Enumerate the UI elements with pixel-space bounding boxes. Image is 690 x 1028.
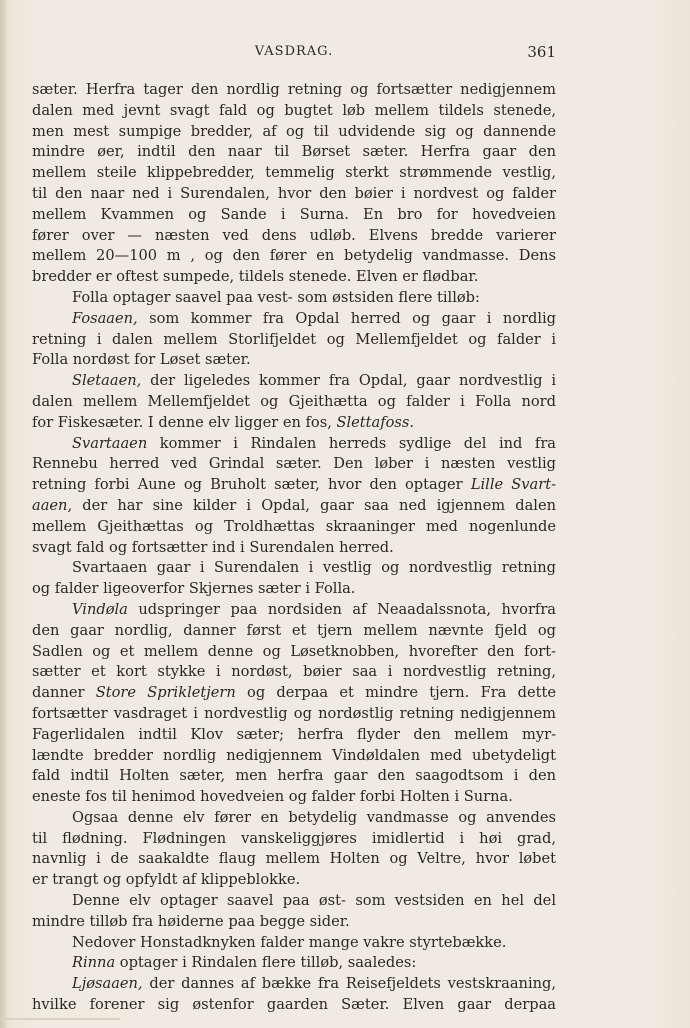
text-run: der ligeledes kommer fra Opdal, gaar nordvestlig i [141, 372, 556, 390]
body-text [32, 80, 556, 1016]
text-line: fald indtil Holten sæter, men herfra gaar den saagodtsom i den [32, 767, 556, 785]
text-line: mindre tilløb fra høiderne paa begge sider. [32, 912, 350, 930]
text-line: Folla optager saavel paa vest- som østsiden flere tilløb: [72, 288, 480, 306]
paragraph [32, 891, 556, 933]
river-name: Fosaaen, [72, 309, 138, 327]
paragraph [32, 288, 556, 309]
text-run: optager i Rindalen flere tilløb, saaledes: [115, 954, 417, 972]
text-line: til den naar ned i Surendalen, hvor den bøier i nordvest og falder [32, 184, 556, 202]
river-name: Sletaaen, [72, 372, 142, 390]
text-line: mellem 20—100 m , og den fører en betydelig vandmasse. Dens [32, 247, 556, 265]
text-line [32, 413, 556, 434]
running-title: VASDRAG. [254, 44, 334, 59]
text-line: sæter. Herfra tager den nordlig retning og fortsætter nedigjennem [32, 81, 556, 98]
text-line [32, 434, 556, 455]
paragraph [32, 808, 556, 891]
river-name: Vindøla [72, 600, 128, 618]
text-line: Rennebu herred ved Grindal sæter. Den løber i næsten vestlig [32, 455, 556, 473]
text-line: eneste fos til henimod hovedveien og falder forbi Holten i Surna. [32, 788, 513, 806]
text-run: retning forbi Aune og Bruholt sæter, hvor den optager [32, 476, 471, 494]
text-line: fører over — næsten ved dens udløb. Elvens bredde varierer [32, 226, 556, 244]
paragraph [32, 974, 556, 1016]
text-run: for Fiskesæter. I denne elv ligger en fos, [32, 413, 337, 431]
river-name: Lille Svart- [470, 476, 556, 494]
text-line: er trangt og opfyldt af klippeblokke. [32, 871, 301, 889]
text-line: Denne elv optager saavel paa øst- som vestsiden en hel del [72, 892, 556, 910]
text-line [32, 496, 556, 517]
text-line: mindre øer, indtil den naar til Børset sæter. Herfra gaar den [32, 143, 556, 161]
text-line: mellem Gjeithættas og Troldhættas skraaninger med nogenlunde [32, 517, 556, 535]
text-run: danner [32, 684, 96, 702]
text-line: Svartaaen gaar i Surendalen i vestlig og nordvestlig retning [72, 559, 556, 577]
text-line [32, 475, 556, 496]
text-line: navnlig i de saakaldte flaug mellem Holten og Veltre, hvor løbet [32, 850, 556, 868]
page-header [32, 44, 556, 64]
text-run: der dannes af bække fra Reisefjeldets vestskraaning, [142, 975, 556, 993]
paragraph [32, 434, 556, 559]
text-line: Folla nordøst for Løset sæter. [32, 351, 251, 369]
text-line: dalen med jevnt svagt fald og bugtet løb mellem tildels stenede, [32, 101, 556, 119]
waterfall-name: Slettafoss. [336, 413, 415, 431]
river-name: Rinna [72, 954, 116, 972]
text-line [32, 683, 556, 704]
river-name: Ljøsaaen, [72, 975, 143, 993]
text-line: dalen mellem Mellemfjeldet og Gjeithætta og falder i Folla nord [32, 392, 556, 410]
text-run: kommer i Rindalen herreds sydlige del ind fra [147, 434, 556, 452]
text-run: og derpaa et mindre tjern. Fra dette [235, 684, 556, 702]
paragraph [32, 558, 556, 600]
page-number: 361 [527, 43, 556, 61]
text-line: Ogsaa denne elv fører en betydelig vandmasse og anvendes [72, 808, 556, 826]
text-line: den gaar nordlig, danner først et tjern mellem nævnte fjeld og [32, 621, 556, 639]
text-run: , der har sine kilder i Opdal, gaar saa ned igjennem dalen [67, 496, 556, 514]
text-line: bredder er oftest sumpede, tildels stenede. Elven er flødbar. [32, 268, 479, 286]
text-line [32, 974, 556, 995]
text-line: mellem Kvammen og Sande i Surna. En bro for hovedveien [32, 205, 556, 223]
text-line: retning i dalen mellem Storlifjeldet og Mellemfjeldet og falder i [32, 330, 556, 348]
text-line: Fagerlidalen indtil Klov sæter; herfra flyder den mellem myr- [32, 725, 556, 743]
paragraph [32, 933, 556, 954]
page-bottom-mark [0, 1018, 120, 1020]
text-line: og falder ligeoverfor Skjernes sæter i Folla. [32, 580, 356, 598]
paragraph [32, 600, 556, 808]
text-line: lændte bredder nordlig nedigjennem Vindøldalen med ubetydeligt [32, 746, 556, 764]
river-name: aaen [32, 496, 68, 514]
text-line: Nedover Honstadknyken falder mange vakre styrtebække. [72, 933, 507, 951]
text-line [32, 371, 556, 392]
text-line: til flødning. Flødningen vanskeliggjøres imidlertid i høi grad, [32, 829, 556, 847]
paragraph [32, 371, 556, 433]
text-line: fortsætter vasdraget i nordvestlig og nordøstlig retning nedigjennem [32, 704, 556, 722]
text-line: svagt fald og fortsætter ind i Surendalen herred. [32, 538, 394, 556]
page-edge-shadow [0, 0, 7, 1028]
text-run: som kommer fra Opdal herred og gaar i nordlig [137, 309, 556, 327]
paragraph [32, 80, 556, 288]
text-line: sætter et kort stykke i nordøst, bøier saa i nordvestlig retning, [32, 663, 556, 681]
text-line: mellem steile klippebredder, temmelig sterkt strømmende vestlig, [32, 164, 556, 182]
river-name: Svartaaen [72, 434, 148, 452]
text-line [32, 600, 556, 621]
text-line [32, 953, 556, 974]
text-line: men mest sumpige bredder, af og til udvidende sig og dannende [32, 122, 556, 140]
text-line: hvilke forener sig østenfor gaarden Sæter. Elven gaar derpaa [32, 996, 556, 1014]
text-line [32, 309, 556, 330]
paragraph [32, 309, 556, 371]
text-run: udspringer paa nordsiden af Neaadalssnota, hvorfra [127, 600, 556, 618]
text-line: Sadlen og et mellem denne og Løsetknobben, hvorefter den fort- [32, 642, 556, 660]
paragraph [32, 953, 556, 974]
lake-name: Store Sprikletjern [95, 684, 236, 702]
